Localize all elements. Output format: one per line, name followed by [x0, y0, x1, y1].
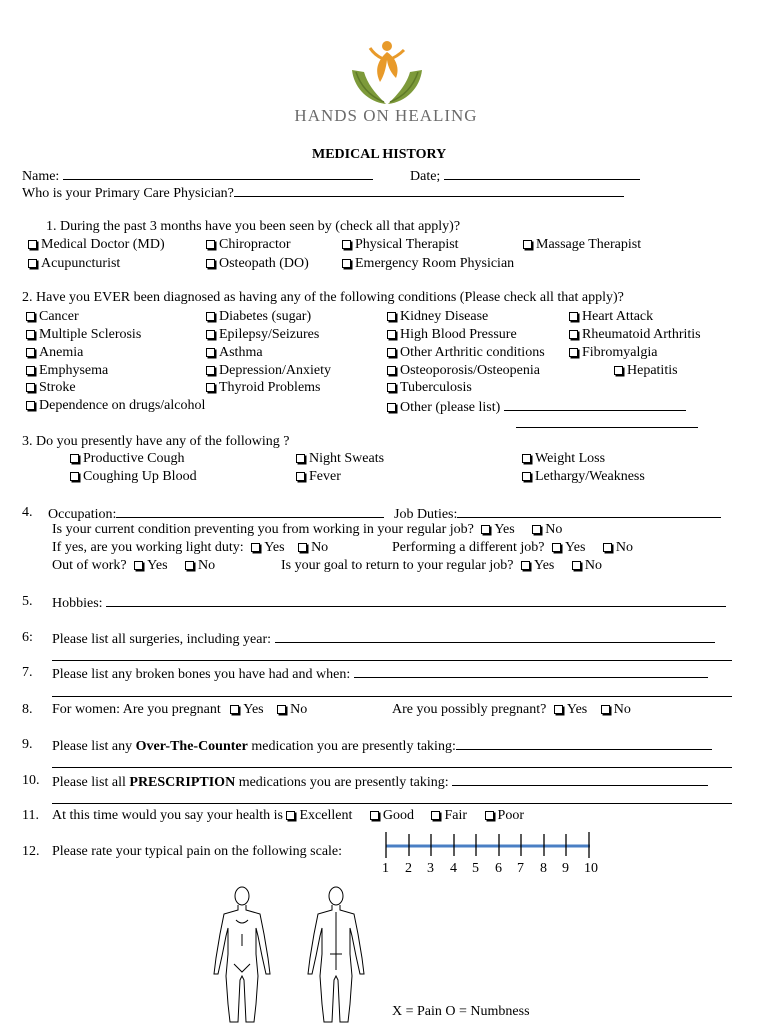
pain-scale-label: 2	[405, 861, 412, 876]
prescription-row: Please list all PRESCRIPTION medications you are presently taking:	[52, 773, 708, 791]
light-duty-row: If yes, are you working light duty: Yes No	[52, 540, 329, 555]
pcp-label: Who is your Primary Care Physician?	[22, 186, 234, 201]
checkbox[interactable]	[286, 811, 295, 820]
q2-option[interactable]: Cancer	[26, 309, 79, 325]
q2-option[interactable]: Epilepsy/Seizures	[206, 327, 319, 343]
pain-scale-label: 9	[562, 861, 569, 876]
prescription-line2[interactable]	[52, 791, 732, 809]
checkbox[interactable]	[342, 240, 351, 249]
job-duties-row: Job Duties:	[394, 505, 721, 523]
q12-number: 12.	[22, 844, 40, 859]
broken-bones-line2[interactable]	[52, 684, 732, 702]
checkbox[interactable]	[206, 366, 215, 375]
otc-row: Please list any Over-The-Counter medication you are presently taking:	[52, 737, 712, 755]
checkbox[interactable]	[206, 240, 215, 249]
checkbox[interactable]	[387, 312, 396, 321]
q7-number: 7.	[22, 665, 33, 680]
date-label: Date;	[410, 169, 441, 184]
checkbox[interactable]	[206, 330, 215, 339]
pain-scale-label: 4	[450, 861, 457, 876]
q2-option[interactable]: Kidney Disease	[387, 309, 488, 325]
checkbox[interactable]	[26, 383, 35, 392]
checkbox[interactable]	[206, 312, 215, 321]
brand-name: HANDS ON HEALING	[294, 106, 478, 125]
date-row	[410, 167, 640, 185]
q2-option[interactable]: Heart Attack	[569, 309, 653, 325]
checkbox[interactable]	[26, 330, 35, 339]
q2-option[interactable]: High Blood Pressure	[387, 327, 517, 343]
q1-option[interactable]: Physical Therapist	[342, 237, 459, 253]
checkbox[interactable]	[185, 561, 194, 570]
q9-number: 9.	[22, 737, 33, 752]
q1-option[interactable]: Acupuncturist	[28, 256, 120, 272]
otc-field[interactable]	[456, 737, 712, 750]
return-goal-row: Is your goal to return to your regular job? Yes No	[281, 558, 602, 573]
pain-scale-label: 5	[472, 861, 479, 876]
broken-bones-row: Please list any broken bones you have had and when:	[52, 665, 708, 683]
q3-option[interactable]: Lethargy/Weakness	[522, 469, 645, 485]
surgeries-field[interactable]	[275, 630, 715, 643]
prevent-row: Is your current condition preventing you from working in your regular job? Yes No	[52, 522, 563, 537]
surgeries-row: Please list all surgeries, including year:	[52, 630, 715, 648]
body-back-diagram[interactable]	[300, 884, 372, 1024]
q2-option[interactable]: Other (please list)	[387, 398, 686, 416]
checkbox[interactable]	[134, 561, 143, 570]
q2-option[interactable]: Thyroid Problems	[206, 380, 321, 396]
form-title: MEDICAL HISTORY	[312, 147, 447, 162]
checkbox[interactable]	[26, 312, 35, 321]
checkbox[interactable]	[251, 543, 260, 552]
body-front-diagram[interactable]	[206, 884, 278, 1024]
pain-scale-label: 7	[517, 861, 524, 876]
q8-number: 8.	[22, 702, 33, 717]
q2-option[interactable]: Stroke	[26, 380, 76, 396]
checkbox[interactable]	[523, 240, 532, 249]
q11-number: 11.	[22, 808, 39, 823]
checkbox[interactable]	[431, 811, 440, 820]
checkbox[interactable]	[387, 383, 396, 392]
checkbox[interactable]	[554, 705, 563, 714]
checkbox[interactable]	[569, 330, 578, 339]
q5-number: 5.	[22, 594, 33, 609]
date-field[interactable]	[444, 167, 640, 180]
pain-legend: X = Pain O = Numbness	[392, 1004, 530, 1019]
q3-prompt: 3. Do you presently have any of the following ?	[22, 434, 290, 449]
checkbox[interactable]	[206, 348, 215, 357]
q2-option[interactable]: Diabetes (sugar)	[206, 309, 311, 325]
hobbies-row: Hobbies:	[52, 594, 726, 612]
q1-option[interactable]: Emergency Room Physician	[342, 256, 514, 272]
different-job-row: Performing a different job? Yes No	[392, 540, 634, 555]
checkbox[interactable]	[370, 811, 379, 820]
pcp-field[interactable]	[234, 184, 624, 197]
pain-scale-label: 1	[382, 861, 389, 876]
pain-scale-label: 8	[540, 861, 547, 876]
checkbox[interactable]	[552, 543, 561, 552]
pain-scale-label: 3	[427, 861, 434, 876]
q10-number: 10.	[22, 773, 40, 788]
q2-option[interactable]: Osteoporosis/Osteopenia	[387, 363, 540, 379]
pain-scale-label: 10	[584, 861, 598, 876]
checkbox[interactable]	[28, 259, 37, 268]
possibly-pregnant-row: Are you possibly pregnant? Yes No	[392, 702, 631, 717]
surgeries-line2[interactable]	[52, 648, 732, 666]
job-duties-field[interactable]	[457, 505, 721, 518]
q2-option[interactable]: Dependence on drugs/alcohol	[26, 398, 205, 414]
pcp-row	[22, 184, 624, 202]
q1-option[interactable]: Osteopath (DO)	[206, 256, 309, 272]
checkbox[interactable]	[572, 561, 581, 570]
checkbox[interactable]	[387, 330, 396, 339]
checkbox[interactable]	[614, 366, 623, 375]
occupation-row: Occupation:	[48, 505, 384, 523]
checkbox[interactable]	[26, 401, 35, 410]
checkbox[interactable]	[342, 259, 351, 268]
occupation-field[interactable]	[116, 505, 384, 518]
q2-option[interactable]: Hepatitis	[614, 363, 678, 379]
q6-number: 6:	[22, 630, 33, 645]
pregnant-row: For women: Are you pregnant Yes No	[52, 702, 308, 717]
q2-option[interactable]: Tuberculosis	[387, 380, 472, 396]
q3-option[interactable]: Coughing Up Blood	[70, 469, 197, 485]
q2-option[interactable]: Emphysema	[26, 363, 108, 379]
q1-prompt: 1. During the past 3 months have you been seen by (check all that apply)?	[46, 219, 461, 234]
checkbox[interactable]	[206, 259, 215, 268]
checkbox[interactable]	[26, 348, 35, 357]
q1-option[interactable]: Massage Therapist	[523, 237, 641, 253]
otc-line2[interactable]	[52, 755, 732, 773]
checkbox[interactable]	[569, 312, 578, 321]
name-label: Name:	[22, 169, 60, 184]
pain-scale-prompt: Please rate your typical pain on the following scale:	[52, 844, 343, 859]
checkbox[interactable]	[387, 403, 396, 412]
q4-number: 4.	[22, 505, 33, 520]
q2-option[interactable]: Asthma	[206, 345, 263, 361]
checkbox[interactable]	[296, 472, 305, 481]
q2-prompt: 2. Have you EVER been diagnosed as having any of the following conditions (Please check all that apply)?	[22, 290, 624, 305]
checkbox[interactable]	[522, 472, 531, 481]
other-conditions-field[interactable]	[504, 398, 686, 411]
checkbox[interactable]	[277, 705, 286, 714]
name-field[interactable]	[63, 167, 373, 180]
q3-option[interactable]: Productive Cough	[70, 451, 185, 467]
checkbox[interactable]	[521, 561, 530, 570]
hobbies-field[interactable]	[106, 594, 726, 607]
checkbox[interactable]	[569, 348, 578, 357]
logo	[282, 38, 492, 128]
checkbox[interactable]	[70, 454, 79, 463]
q3-option[interactable]: Night Sweats	[296, 451, 384, 467]
checkbox[interactable]	[28, 240, 37, 249]
checkbox[interactable]	[532, 525, 541, 534]
prescription-field[interactable]	[452, 773, 708, 786]
q1-option[interactable]: Chiropractor	[206, 237, 291, 253]
q2-option[interactable]: Rheumatoid Arthritis	[569, 327, 701, 343]
checkbox[interactable]	[296, 454, 305, 463]
checkbox[interactable]	[298, 543, 307, 552]
health-row: At this time would you say your health is Excellent Good Fair Poor	[52, 808, 524, 823]
pain-scale-label: 6	[495, 861, 502, 876]
q3-option[interactable]: Fever	[296, 469, 341, 485]
out-of-work-row: Out of work? Yes No	[52, 558, 216, 573]
checkbox[interactable]	[206, 383, 215, 392]
q2-option[interactable]: Multiple Sclerosis	[26, 327, 141, 343]
checkbox[interactable]	[603, 543, 612, 552]
checkbox[interactable]	[601, 705, 610, 714]
name-row	[22, 167, 373, 185]
checkbox[interactable]	[70, 472, 79, 481]
pain-scale[interactable]	[378, 830, 598, 860]
checkbox[interactable]	[387, 366, 396, 375]
q1-option[interactable]: Medical Doctor (MD)	[28, 237, 165, 253]
q2-option[interactable]: Anemia	[26, 345, 83, 361]
checkbox[interactable]	[481, 525, 490, 534]
q3-option[interactable]: Weight Loss	[522, 451, 605, 467]
checkbox[interactable]	[230, 705, 239, 714]
q2-option[interactable]: Other Arthritic conditions	[387, 345, 545, 361]
q2-option[interactable]: Fibromyalgia	[569, 345, 657, 361]
q2-option[interactable]: Depression/Anxiety	[206, 363, 331, 379]
broken-bones-field[interactable]	[354, 665, 708, 678]
checkbox[interactable]	[522, 454, 531, 463]
checkbox[interactable]	[387, 348, 396, 357]
checkbox[interactable]	[485, 811, 494, 820]
checkbox[interactable]	[26, 366, 35, 375]
other-conditions-line2[interactable]	[516, 415, 698, 433]
hands-on-healing-logo-icon	[282, 38, 492, 108]
